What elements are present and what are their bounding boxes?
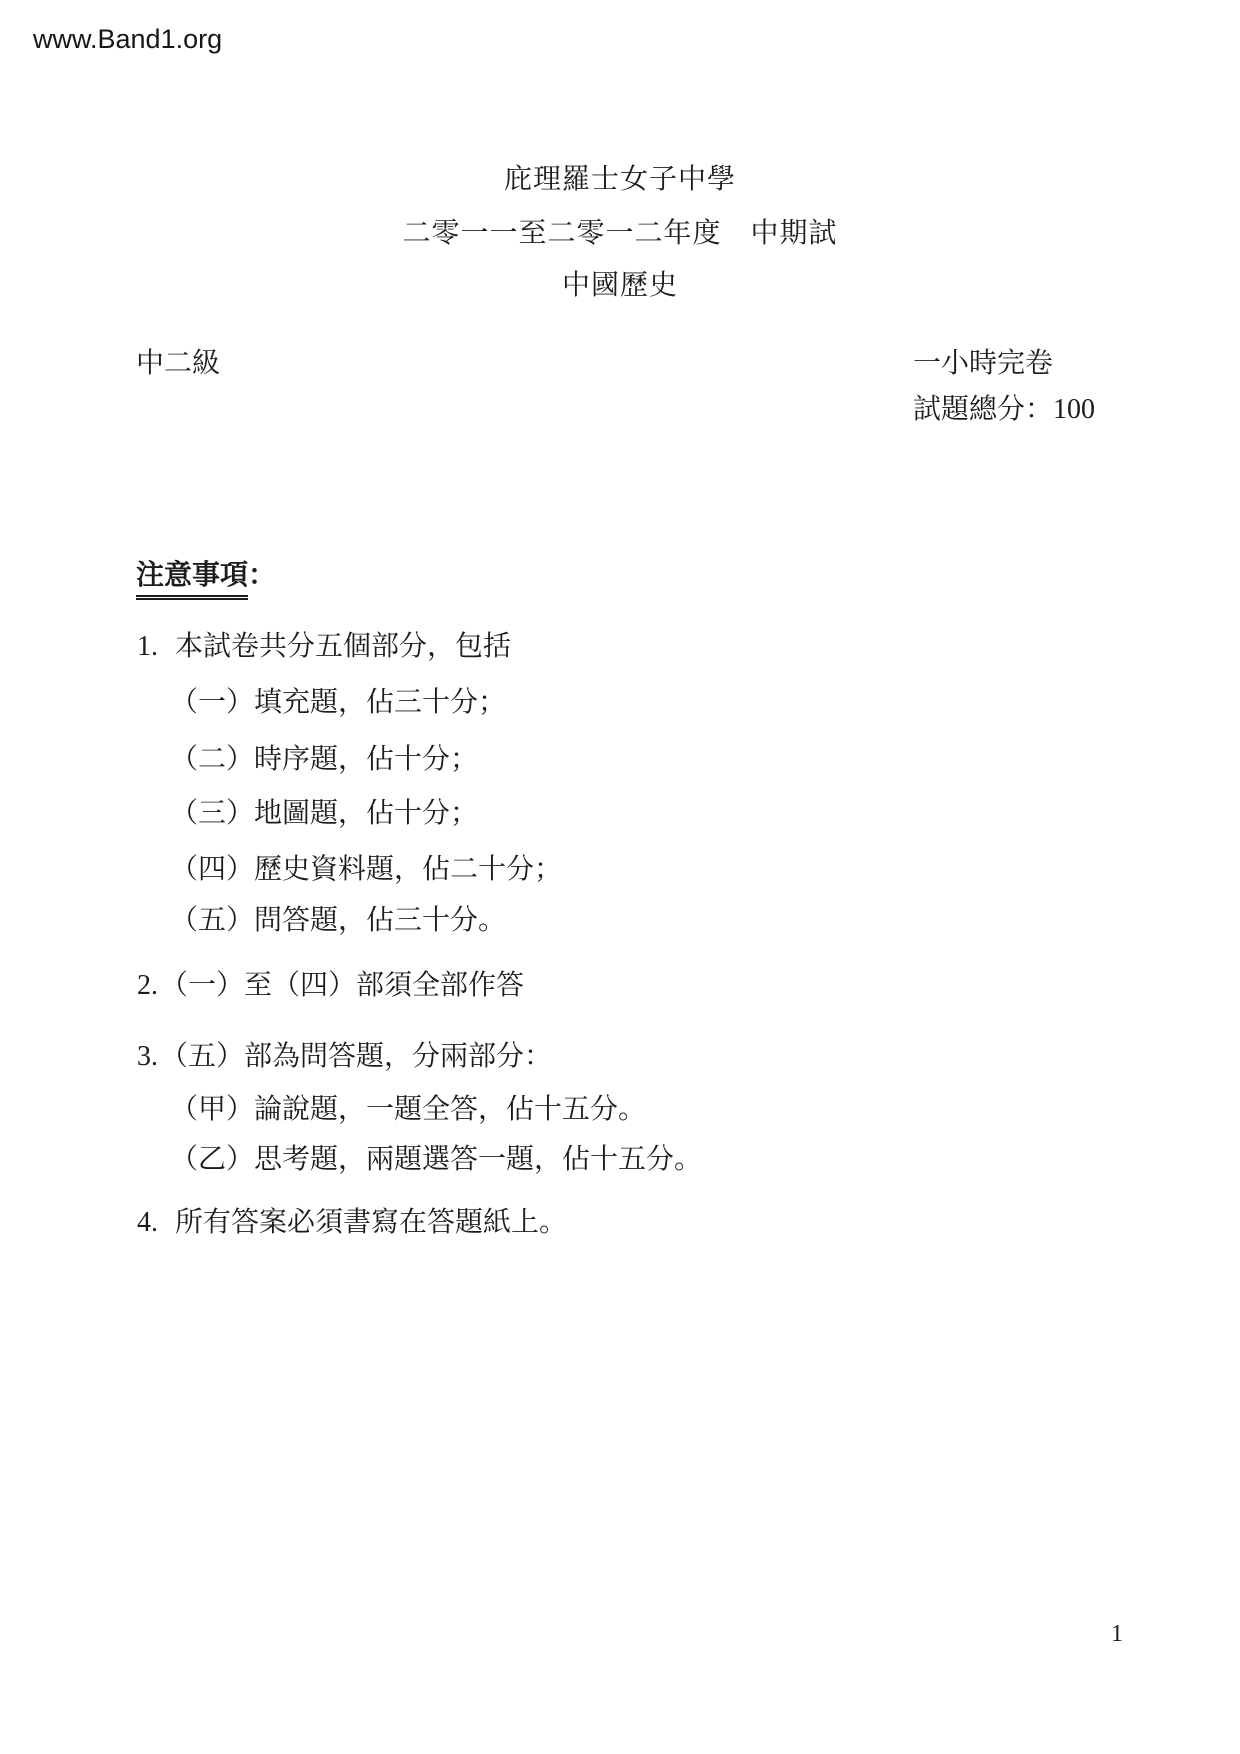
exam-session-title: 二零一一至二零一二年度 中期試 [402, 218, 838, 249]
instruction-subitem-3b: （乙）思考題，兩題選答一題，佔十五分。 [170, 1144, 703, 1175]
instruction-item-2 [137, 963, 524, 1003]
item-text: 所有答案必須書寫在答題紙上。 [175, 1207, 568, 1238]
instruction-subitem-1b: （二）時序題，佔十分； [170, 744, 479, 775]
instruction-subitem-1e: （五）問答題，佔三十分。 [170, 905, 507, 936]
instructions-heading [136, 553, 276, 597]
instructions-heading-text: 注意事項 [136, 553, 248, 597]
item-number: 3. [137, 1041, 158, 1072]
exam-duration: 一小時完卷 [913, 348, 1054, 379]
page-number: 1 [1111, 1621, 1123, 1647]
instructions-heading-colon: ： [248, 560, 277, 591]
subject-title: 中國歷史 [561, 270, 678, 301]
instruction-subitem-3a: （甲）論說題，一題全答，佔十五分。 [170, 1094, 647, 1125]
item-number: 1. [137, 631, 158, 662]
item-text: （一）至（四）部須全部作答 [160, 970, 525, 1001]
instruction-subitem-1a: （一）填充題，佔三十分； [170, 687, 507, 718]
total-marks: 試題總分：100 [913, 394, 1096, 425]
site-watermark: www.Band1.org [33, 24, 223, 54]
instruction-item-3 [137, 1034, 552, 1074]
item-text: 本試卷共分五個部分，包括 [175, 631, 512, 662]
class-level: 中二級 [136, 348, 221, 379]
school-name: 庇理羅士女子中學 [503, 164, 736, 195]
item-number: 2. [137, 970, 158, 1001]
item-number: 4. [137, 1207, 158, 1238]
instruction-subitem-1d: （四）歷史資料題，佔二十分； [170, 854, 563, 885]
instruction-subitem-1c: （三）地圖題，佔十分； [170, 798, 479, 829]
instruction-item-4 [137, 1200, 567, 1240]
instruction-item-1 [137, 624, 511, 664]
item-text: （五）部為問答題，分兩部分： [160, 1041, 553, 1072]
